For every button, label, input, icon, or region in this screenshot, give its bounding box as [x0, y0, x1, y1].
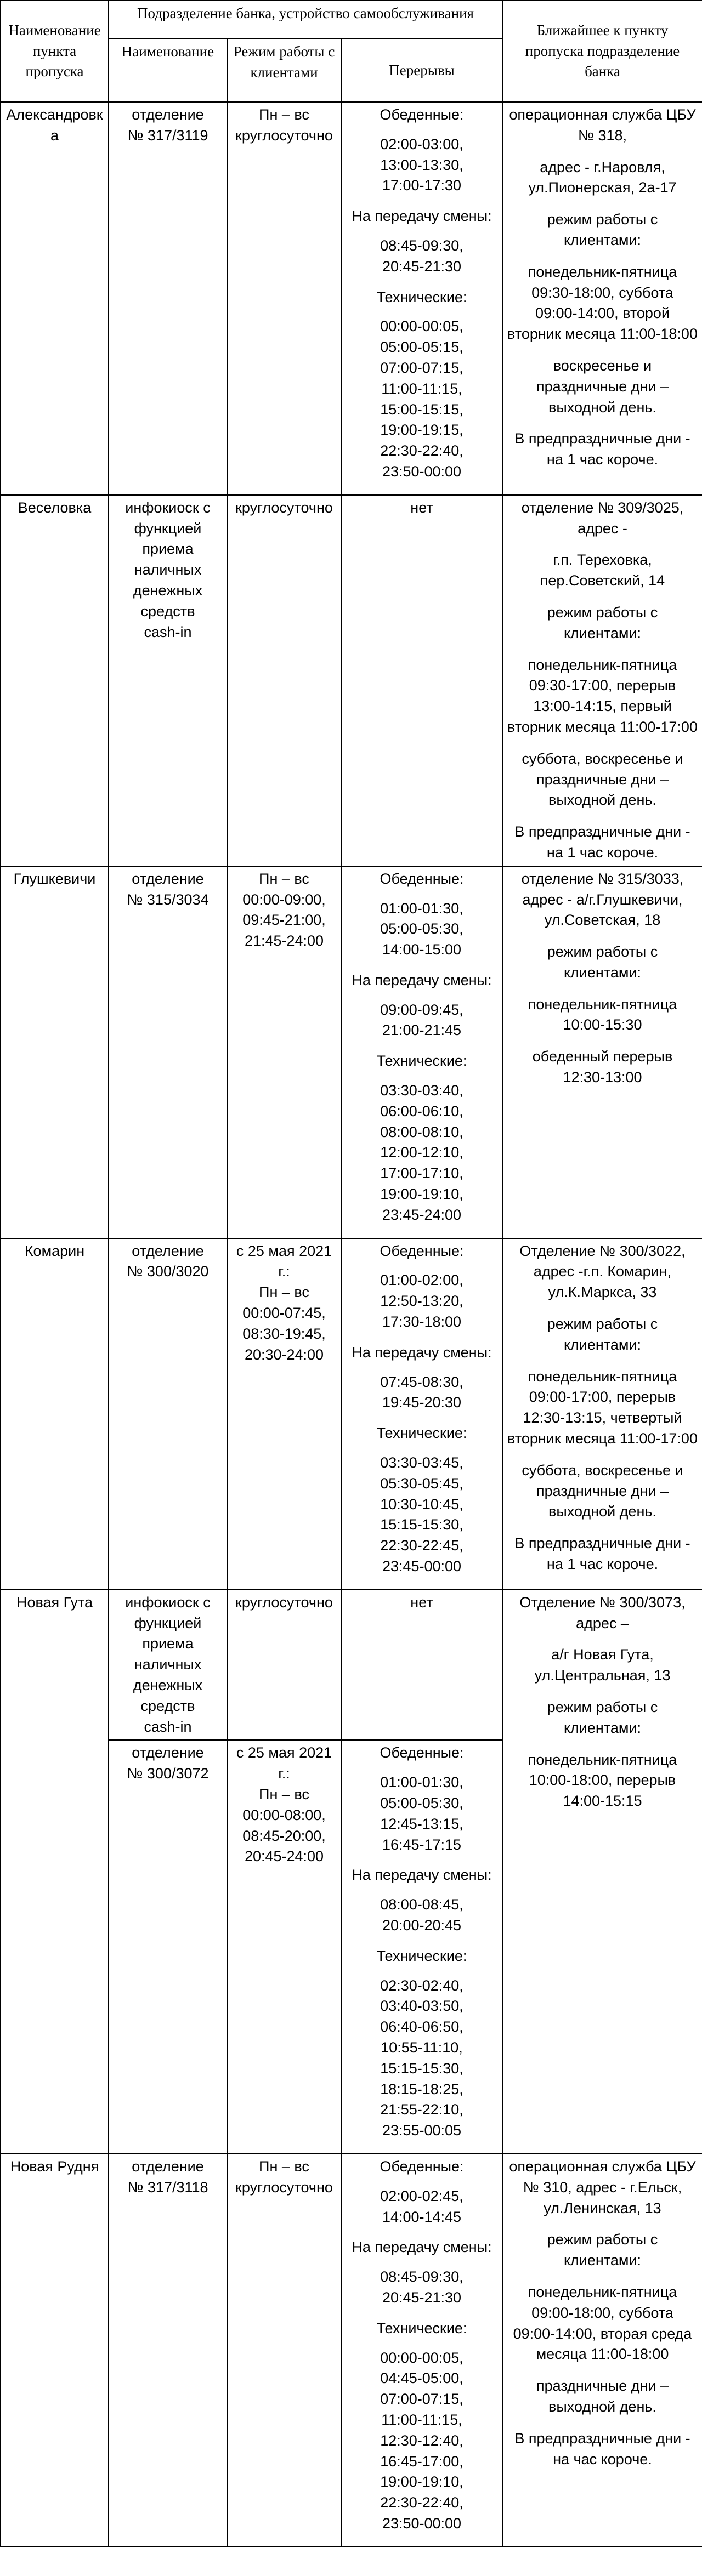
work-mode-line: круглосуточно	[235, 127, 333, 144]
nearest-branch-paragraph	[506, 869, 699, 931]
break-type-label: Технические:	[376, 288, 467, 305]
nearest-branch-line: № 310, адрес - г.Ельск,	[523, 2179, 682, 2196]
header-nearest: Ближайшее к пункту пропуска подразделение банка	[502, 1, 702, 102]
nearest-branch-line: 09:00-18:00, суббота	[531, 2304, 673, 2321]
nearest-branch-line: понедельник-пятница	[528, 656, 677, 673]
break-time-line: 04:45-05:00,	[380, 2370, 463, 2387]
nearest-branch-line: ул.Центральная, 13	[534, 1667, 671, 1684]
nearest-branch-line: на час короче.	[553, 2450, 652, 2467]
unit-name-line: инфокиоск с	[125, 499, 211, 516]
break-times	[345, 1895, 499, 1936]
nearest-branch-paragraph	[506, 1460, 699, 1522]
break-time-line: 18:15-18:25,	[380, 2080, 463, 2097]
nearest-branch-line: адрес -	[578, 520, 627, 537]
break-time-line: 23:45-00:00	[382, 1558, 462, 1575]
breaks-cell	[341, 1238, 502, 1590]
break-type-label: На передачу смены:	[352, 2239, 492, 2256]
break-time-line: 01:00-01:30,	[380, 900, 463, 917]
nearest-branch-line: № 318,	[578, 127, 627, 144]
work-mode-line: с 25 мая 2021	[236, 1744, 332, 1761]
break-time-line: 02:00-03:00,	[380, 135, 463, 152]
nearest-branch-line: выходной день.	[548, 399, 656, 416]
nearest-branch-paragraph	[506, 1047, 699, 1088]
break-type-label: Обеденные:	[380, 2158, 464, 2175]
header-work-mode: Режим работы с клиентами	[227, 39, 341, 102]
nearest-branch-line: режим работы с	[547, 2231, 658, 2248]
work-mode-cell	[227, 102, 341, 495]
unit-name-line: отделение	[132, 2158, 204, 2175]
nearest-branch-line: В предпраздничные дни -	[514, 430, 690, 447]
break-time-line: 08:00-08:10,	[380, 1123, 463, 1140]
unit-name-cell	[109, 495, 227, 866]
break-time-line: 22:30-22:40,	[380, 442, 463, 459]
work-mode-line: круглосуточно	[235, 2179, 333, 2196]
work-mode-line: с 25 мая 2021	[236, 1242, 332, 1259]
break-type-label: Технические:	[376, 1053, 467, 1070]
point-name-cell: Комарин	[1, 1238, 109, 1590]
breaks-cell	[341, 102, 502, 495]
break-time-line: 03:40-03:50,	[380, 1998, 463, 2015]
break-time-line: 23:55-00:05	[382, 2122, 462, 2139]
nearest-branch-line: вторник месяца 11:00-18:00	[507, 326, 698, 343]
nearest-branch-line: понедельник-пятница	[528, 2283, 677, 2300]
nearest-branch-line: клиентами:	[563, 231, 642, 248]
nearest-branch-line: а/г Новая Гута,	[551, 1646, 654, 1663]
break-time-line: 08:00-08:45,	[380, 1896, 463, 1913]
nearest-branch-line: 12:30-13:00	[563, 1069, 642, 1086]
work-mode-line: Пн – вс	[259, 870, 309, 887]
work-mode-cell	[227, 2154, 341, 2547]
nearest-branch-line: адрес –	[576, 1614, 629, 1631]
nearest-branch-line: праздничные дни –	[536, 1482, 669, 1499]
table-row	[1, 495, 702, 866]
breaks-none: нет	[410, 1594, 433, 1611]
nearest-branch-line: праздничные дни –	[536, 2378, 669, 2395]
unit-name-line: средств	[140, 602, 195, 619]
break-time-line: 15:15-15:30,	[380, 2060, 463, 2077]
nearest-branch-line: В предпраздничные дни -	[514, 1535, 690, 1552]
point-name-cell: Глушкевичи	[1, 866, 109, 1238]
break-times	[345, 899, 499, 960]
unit-name-line: функцией	[134, 520, 202, 537]
nearest-branch-line: операционная служба ЦБУ	[509, 2158, 696, 2175]
unit-name-line: наличных	[134, 1656, 202, 1673]
nearest-branch-paragraph	[506, 1533, 699, 1575]
nearest-branch-line: на 1 час короче.	[546, 1556, 659, 1573]
unit-name-line: денежных	[133, 1677, 203, 1693]
nearest-branch-line: клиентами:	[563, 2252, 642, 2269]
nearest-branch-paragraph	[506, 356, 699, 418]
break-time-line: 02:30-02:40,	[380, 1977, 463, 1994]
break-time-line: 19:00-19:10,	[380, 2473, 463, 2490]
work-mode-line: 08:45-20:00,	[242, 1827, 326, 1844]
nearest-branch-line: 09:00-14:00, второй	[535, 305, 670, 322]
break-times	[345, 1000, 499, 1042]
break-time-line: 12:50-13:20,	[380, 1293, 463, 1310]
nearest-branch-line: 09:30-17:00, перерыв	[529, 677, 676, 694]
break-time-line: 07:00-07:15,	[380, 359, 463, 376]
nearest-branch-line: Отделение № 300/3022,	[519, 1242, 686, 1259]
nearest-branch-line: 12:30-13:15, четвертый	[523, 1409, 682, 1426]
nearest-branch-paragraph	[506, 822, 699, 863]
work-mode-line: 09:45-21:00,	[242, 912, 326, 929]
break-time-line: 11:00-11:15,	[381, 380, 462, 397]
work-mode-line: круглосуточно	[235, 1594, 333, 1611]
nearest-branch-paragraph	[506, 1645, 699, 1686]
nearest-branch-line: адрес -г.п. Комарин,	[533, 1263, 672, 1280]
nearest-branch-paragraph	[506, 2157, 699, 2219]
break-time-line: 16:45-17:00,	[380, 2453, 463, 2470]
table-row	[1, 102, 702, 495]
nearest-branch-line: 09:00-17:00, перерыв	[529, 1389, 676, 1406]
point-name-cell: Новая Гута	[1, 1590, 109, 2154]
nearest-branch-line: суббота, воскресенье и	[522, 750, 683, 767]
work-mode-line: круглосуточно	[235, 499, 333, 516]
nearest-branch-line: праздничные дни –	[536, 378, 669, 395]
nearest-branch-line: 09:30-18:00, суббота	[531, 284, 673, 301]
unit-name-line: № 300/3072	[127, 1765, 209, 1782]
work-mode-line: Пн – вс	[259, 1785, 309, 1802]
table-row	[1, 1590, 702, 1741]
nearest-branch-line: 10:00-18:00, перерыв	[529, 1772, 676, 1789]
nearest-branch-line: на 1 час короче.	[546, 451, 659, 468]
break-time-line: 02:00-02:45,	[380, 2187, 463, 2204]
nearest-branch-line: адрес - г.Наровля,	[540, 158, 665, 175]
nearest-branch-line: Отделение № 300/3073,	[519, 1594, 686, 1611]
work-mode-line: 00:00-09:00,	[242, 891, 326, 908]
nearest-branch-line: отделение № 309/3025,	[521, 499, 684, 516]
break-time-line: 05:00-05:15,	[380, 339, 463, 356]
break-time-line: 19:00-19:10,	[380, 1186, 463, 1203]
break-type-label: Обеденные:	[380, 870, 464, 887]
break-time-line: 12:45-13:15,	[380, 1815, 463, 1832]
nearest-branch-line: режим работы с	[547, 211, 658, 228]
break-time-line: 12:30-12:40,	[380, 2432, 463, 2449]
nearest-branch-cell	[502, 866, 702, 1238]
breaks-cell	[341, 2154, 502, 2547]
break-times	[345, 134, 499, 196]
nearest-branch-line: 14:00-15:15	[563, 1793, 642, 1810]
nearest-branch-paragraph	[506, 1750, 699, 1812]
nearest-branch-line: понедельник-пятница	[528, 1751, 677, 1768]
nearest-branch-line: ул.Пионерская, 2а-17	[528, 179, 677, 196]
unit-name-line: № 317/3119	[127, 127, 208, 144]
work-mode-cell	[227, 495, 341, 866]
nearest-branch-line: клиентами:	[563, 1336, 642, 1353]
nearest-branch-paragraph	[506, 429, 699, 470]
unit-name-line: приема	[142, 1635, 194, 1652]
break-time-line: 21:00-21:45	[382, 1022, 462, 1039]
nearest-branch-line: вторник месяца 11:00-17:00	[507, 718, 698, 735]
break-time-line: 15:15-15:30,	[380, 1516, 463, 1533]
unit-name-line: отделение	[132, 870, 204, 887]
unit-name-cell	[109, 866, 227, 1238]
break-time-line: 09:00-09:45,	[380, 1001, 463, 1018]
header-point-name: Наименование пункта пропуска	[1, 1, 109, 102]
point-name-cell: Новая Рудня	[1, 2154, 109, 2547]
nearest-branch-paragraph	[506, 655, 699, 738]
unit-name-cell	[109, 1590, 227, 1741]
nearest-branch-line: режим работы с	[547, 1699, 658, 1715]
nearest-branch-cell	[502, 1238, 702, 1590]
nearest-branch-line: суббота, воскресенье и	[522, 1462, 683, 1479]
work-mode-line: 21:45-24:00	[244, 932, 324, 949]
work-mode-line: Пн – вс	[259, 2158, 309, 2175]
work-mode-line: Пн – вс	[259, 1284, 309, 1301]
nearest-branch-paragraph	[506, 105, 699, 146]
point-name-cell: Александровка	[1, 102, 109, 495]
breaks-none: нет	[410, 499, 433, 516]
point-name-cell: Веселовка	[1, 495, 109, 866]
break-time-line: 10:55-11:10,	[381, 2039, 463, 2056]
nearest-branch-line: месяца 11:00-18:00	[536, 2346, 669, 2363]
nearest-branch-line: понедельник-пятница	[528, 1368, 677, 1385]
break-type-label: На передачу смены:	[352, 208, 492, 225]
break-time-line: 01:00-01:30,	[380, 1774, 463, 1791]
nearest-branch-paragraph	[506, 209, 699, 251]
break-time-line: 07:45-08:30,	[380, 1373, 463, 1390]
break-time-line: 23:45-24:00	[382, 1206, 462, 1223]
break-times	[345, 316, 499, 482]
break-type-label: На передачу смены:	[352, 1344, 492, 1361]
break-time-line: 05:00-05:30,	[380, 920, 463, 937]
nearest-branch-line: понедельник-пятница	[528, 263, 677, 280]
nearest-branch-line: клиентами:	[563, 1719, 642, 1736]
nearest-branch-line: отделение № 315/3033,	[521, 870, 684, 887]
break-time-line: 00:00-00:05,	[380, 2349, 463, 2366]
unit-name-line: cash-in	[144, 623, 192, 640]
nearest-branch-cell	[502, 495, 702, 866]
nearest-branch-paragraph	[506, 1367, 699, 1449]
break-time-line: 00:00-00:05,	[380, 318, 463, 335]
breaks-cell	[341, 1590, 502, 1741]
break-type-label: На передачу смены:	[352, 971, 492, 988]
break-time-line: 01:00-02:00,	[380, 1272, 463, 1289]
nearest-branch-line: понедельник-пятница	[528, 996, 677, 1013]
unit-name-cell	[109, 1238, 227, 1590]
break-time-line: 13:00-13:30,	[380, 156, 463, 173]
break-time-line: 19:00-19:15,	[380, 422, 463, 439]
break-time-line: 03:30-03:40,	[380, 1082, 463, 1099]
break-time-line: 14:00-15:00	[382, 941, 462, 958]
nearest-branch-line: 09:00-14:00, вторая среда	[513, 2325, 692, 2342]
nearest-branch-line: воскресенье и	[553, 357, 652, 374]
nearest-branch-line: ул.Ленинская, 13	[544, 2199, 661, 2216]
breaks-cell	[341, 866, 502, 1238]
break-times	[345, 2186, 499, 2228]
nearest-branch-line: пер.Советский, 14	[540, 572, 665, 589]
nearest-branch-paragraph	[506, 2230, 699, 2271]
nearest-branch-line: режим работы с	[547, 604, 658, 621]
break-type-label: Технические:	[376, 1947, 467, 1964]
break-time-line: 17:00-17:10,	[380, 1165, 463, 1182]
break-time-line: 08:45-09:30,	[380, 237, 463, 254]
break-times	[345, 236, 499, 277]
nearest-branch-line: клиентами:	[563, 624, 642, 641]
unit-name-line: приема	[142, 541, 194, 558]
break-time-line: 11:00-11:15,	[381, 2411, 462, 2428]
break-time-line: 22:30-22:40,	[380, 2494, 463, 2511]
work-mode-cell	[227, 1590, 341, 1741]
break-time-line: 20:45-21:30	[382, 2289, 462, 2306]
header-subdivision-group: Подразделение банка, устройство самообслуживания	[109, 1, 502, 39]
work-mode-line: 00:00-08:00,	[242, 1806, 326, 1823]
break-type-label: Обеденные:	[380, 1242, 464, 1259]
break-times	[345, 1772, 499, 1855]
nearest-branch-paragraph	[506, 498, 699, 539]
break-time-line: 03:30-03:45,	[380, 1454, 463, 1471]
break-time-line: 20:45-21:30	[382, 258, 462, 275]
nearest-branch-paragraph	[506, 1314, 699, 1356]
break-times	[345, 1081, 499, 1226]
nearest-branch-cell	[502, 1590, 702, 2154]
break-time-line: 20:00-20:45	[382, 1917, 462, 1934]
unit-name-line: № 317/3118	[127, 2179, 208, 2196]
break-time-line: 19:45-20:30	[382, 1394, 462, 1411]
nearest-branch-paragraph	[506, 550, 699, 592]
nearest-branch-cell	[502, 102, 702, 495]
nearest-branch-paragraph	[506, 749, 699, 811]
break-time-line: 06:00-06:10,	[380, 1102, 463, 1119]
break-time-line: 12:00-12:10,	[380, 1144, 463, 1161]
break-time-line: 06:40-06:50,	[380, 2018, 463, 2035]
table-row	[1, 2154, 702, 2547]
nearest-branch-paragraph	[506, 2429, 699, 2470]
nearest-branch-line: вторник месяца 11:00-17:00	[507, 1430, 698, 1447]
nearest-branch-paragraph	[506, 1593, 699, 1634]
nearest-branch-paragraph	[506, 2376, 699, 2418]
work-mode-cell	[227, 866, 341, 1238]
unit-name-line: наличных	[134, 561, 202, 578]
nearest-branch-line: г.п. Тереховка,	[553, 551, 652, 568]
work-mode-cell	[227, 1740, 341, 2154]
table-row	[1, 866, 702, 1238]
table-body	[1, 102, 702, 2547]
work-mode-line: 08:30-19:45,	[242, 1325, 326, 1342]
table-row	[1, 1238, 702, 1590]
nearest-branch-line: выходной день.	[548, 1503, 656, 1520]
unit-name-line: средств	[140, 1697, 195, 1714]
unit-name-line: № 315/3034	[127, 891, 209, 908]
nearest-branch-line: на 1 час короче.	[546, 844, 659, 861]
nearest-branch-paragraph	[506, 157, 699, 199]
nearest-branch-paragraph	[506, 1697, 699, 1739]
break-type-label: Обеденные:	[380, 106, 464, 123]
break-time-line: 10:30-10:45,	[380, 1495, 463, 1512]
break-times	[345, 1270, 499, 1332]
nearest-branch-line: выходной день.	[548, 2398, 656, 2415]
break-time-line: 08:45-09:30,	[380, 2268, 463, 2285]
unit-name-line: функцией	[134, 1614, 202, 1631]
header-name: Наименование	[109, 39, 227, 102]
work-mode-line: г.:	[278, 1765, 290, 1782]
break-time-line: 14:00-14:45	[382, 2208, 462, 2225]
breaks-cell	[341, 495, 502, 866]
nearest-branch-paragraph	[506, 942, 699, 983]
nearest-branch-line: клиентами:	[563, 964, 642, 981]
unit-name-line: № 300/3020	[127, 1263, 209, 1280]
work-mode-line: г.:	[278, 1263, 290, 1280]
unit-name-line: cash-in	[144, 1718, 192, 1735]
nearest-branch-cell	[502, 2154, 702, 2547]
break-time-line: 05:00-05:30,	[380, 1794, 463, 1811]
work-mode-line: Пн – вс	[259, 106, 309, 123]
break-time-line: 22:30-22:45,	[380, 1537, 463, 1554]
unit-name-line: отделение	[132, 106, 204, 123]
break-times	[345, 1453, 499, 1577]
unit-name-line: отделение	[132, 1744, 204, 1761]
break-times	[345, 1372, 499, 1414]
break-times	[345, 1976, 499, 2141]
break-time-line: 15:00-15:15,	[380, 401, 463, 418]
break-time-line: 16:45-17:15	[382, 1836, 462, 1853]
break-type-label: Обеденные:	[380, 1744, 464, 1761]
nearest-branch-line: ул.Советская, 18	[544, 912, 661, 929]
header-breaks: Перерывы	[341, 39, 502, 102]
nearest-branch-line: ул.К.Маркса, 33	[548, 1284, 657, 1301]
nearest-branch-paragraph	[506, 994, 699, 1036]
work-mode-line: 00:00-07:45,	[242, 1305, 326, 1322]
work-mode-line: 20:45-24:00	[244, 1848, 324, 1865]
nearest-branch-paragraph	[506, 2282, 699, 2365]
nearest-branch-line: праздничные дни –	[536, 771, 669, 788]
nearest-branch-paragraph	[506, 1241, 699, 1303]
break-time-line: 17:00-17:30	[382, 177, 462, 194]
nearest-branch-line: режим работы с	[547, 943, 658, 960]
break-type-label: Технические:	[376, 2319, 467, 2336]
break-time-line: 23:50-00:00	[382, 2515, 462, 2532]
nearest-branch-line: 13:00-14:15, первый	[533, 698, 672, 715]
break-time-line: 07:00-07:15,	[380, 2391, 463, 2408]
break-times	[345, 2267, 499, 2308]
nearest-branch-line: В предпраздничные дни -	[514, 2430, 690, 2447]
unit-name-cell	[109, 1740, 227, 2154]
break-time-line: 17:30-18:00	[382, 1313, 462, 1330]
unit-name-line: инфокиоск с	[125, 1594, 211, 1611]
nearest-branch-line: режим работы с	[547, 1316, 658, 1333]
unit-name-cell	[109, 2154, 227, 2547]
nearest-branch-line: адрес - а/г.Глушкевичи,	[522, 891, 683, 908]
nearest-branch-paragraph	[506, 262, 699, 345]
nearest-branch-line: 10:00-15:30	[563, 1016, 642, 1033]
break-type-label: Технические:	[376, 1425, 467, 1442]
table-header	[1, 1, 702, 102]
break-type-label: На передачу смены:	[352, 1867, 492, 1884]
work-mode-line: 20:30-24:00	[244, 1346, 324, 1363]
nearest-branch-line: выходной день.	[548, 792, 656, 809]
nearest-branch-line: В предпраздничные дни -	[514, 823, 690, 840]
unit-name-cell	[109, 102, 227, 495]
breaks-cell	[341, 1740, 502, 2154]
nearest-branch-line: обеденный перерыв	[532, 1048, 673, 1065]
unit-name-line: денежных	[133, 582, 203, 599]
break-time-line: 21:55-22:10,	[380, 2101, 463, 2118]
work-mode-cell	[227, 1238, 341, 1590]
break-times	[345, 2348, 499, 2534]
nearest-branch-paragraph	[506, 602, 699, 644]
break-time-line: 05:30-05:45,	[380, 1475, 463, 1492]
break-time-line: 23:50-00:00	[382, 463, 462, 480]
nearest-branch-line: операционная служба ЦБУ	[509, 106, 696, 123]
unit-name-line: отделение	[132, 1242, 204, 1259]
